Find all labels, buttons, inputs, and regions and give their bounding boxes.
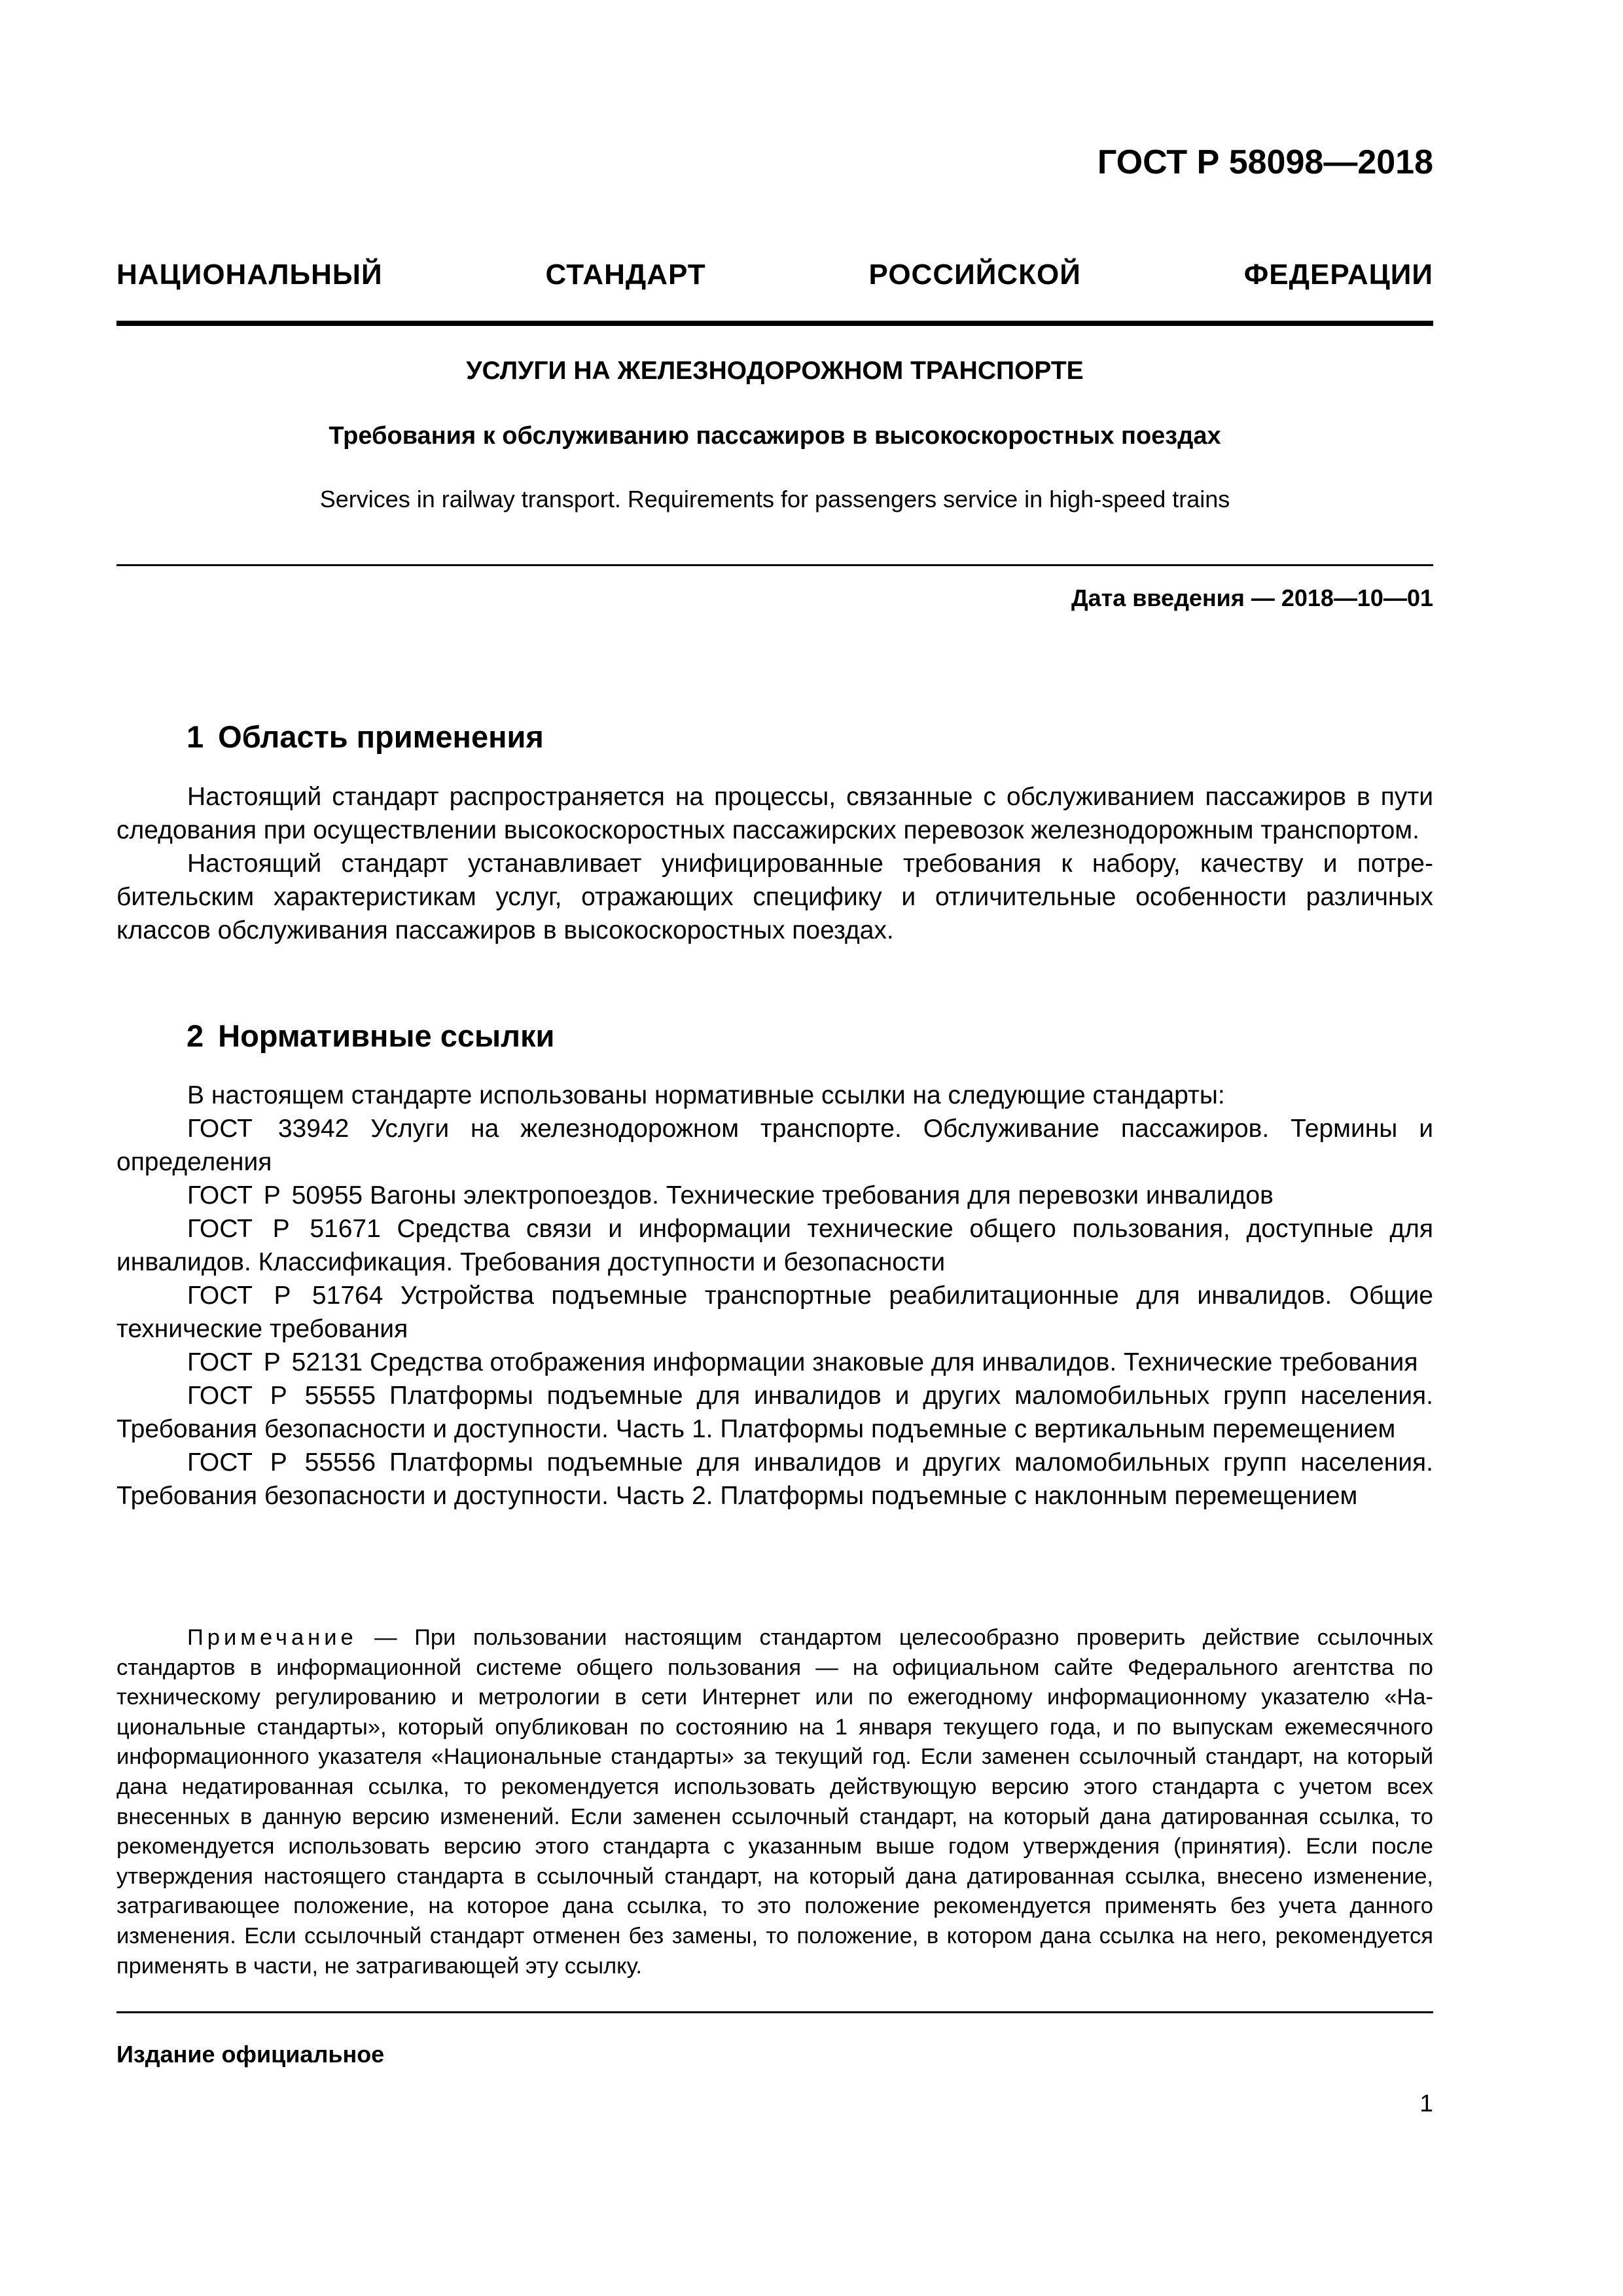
reference-title: Средства отображения информации знаковые для инвалидов. Технические требования bbox=[369, 1348, 1418, 1376]
edition-label: Издание официальное bbox=[116, 2041, 385, 2068]
effective-date: Дата введения — 2018—10—01 bbox=[1071, 584, 1433, 611]
reference-title: Вагоны электропоездов. Технические требования для перевозки инвалидов bbox=[369, 1181, 1274, 1210]
footer-rule bbox=[116, 2011, 1433, 2013]
section-number: 2 bbox=[187, 1018, 204, 1053]
paragraph: В настоящем стандарте использованы нормативные ссылки на следующие стандарты: bbox=[187, 1081, 1225, 1109]
reference-title: Услуги на железнодорожном транспорте. Обслуживание пассажиров. Термины и определения bbox=[116, 1115, 1433, 1176]
reference-code: ГОСТ Р 55556 bbox=[187, 1448, 376, 1477]
header-rule bbox=[116, 321, 1433, 326]
reference-code: ГОСТ Р 51671 bbox=[187, 1215, 381, 1243]
section-number: 1 bbox=[187, 719, 204, 754]
document-title: УСЛУГИ НА ЖЕЛЕЗНОДОРОЖНОМ ТРАНСПОРТЕ bbox=[466, 357, 1084, 385]
reference-title: Платформы подъемные для инвалидов и других маломобильных групп населения. Требования безопасности и доступности. Часть 1. Платформы подъемные с вертикальным перемещением bbox=[116, 1382, 1434, 1443]
reference-item bbox=[116, 1179, 1433, 1212]
reference-code: ГОСТ Р 51764 bbox=[187, 1282, 383, 1310]
reference-item bbox=[116, 1446, 1433, 1513]
document-number: ГОСТ Р 58098—2018 bbox=[1097, 143, 1433, 181]
section-1-heading bbox=[187, 719, 544, 755]
page-number: 1 bbox=[1419, 2090, 1433, 2117]
reference-item bbox=[116, 1112, 1433, 1179]
document-title-english: Services in railway transport. Requirements for passengers service in high-speed trains bbox=[319, 486, 1230, 512]
section-title: Область применения bbox=[218, 719, 544, 754]
note-paragraph bbox=[116, 1623, 1433, 1981]
paragraph: Настоящий стандарт устанавливает унифицированные требования к набору, качеству и потребительским характеристикам услуг, отражающих специфику и отличительные особенности различных классов обслуживания пассажиров в высокоскоростных поездах. bbox=[116, 850, 1433, 944]
standard-banner: НАЦИОНАЛЬНЫЙ СТАНДАРТ РОССИЙСКОЙ ФЕДЕРАЦИИ bbox=[116, 259, 1433, 291]
reference-code: ГОСТ Р 52131 bbox=[187, 1348, 363, 1376]
reference-item bbox=[116, 1212, 1433, 1279]
note bbox=[116, 1623, 1433, 1981]
note-label: Примечание bbox=[187, 1625, 357, 1650]
reference-title: Устройства подъемные транспортные реабилитационные для инвалидов. Общие технические требования bbox=[116, 1282, 1433, 1343]
reference-item bbox=[116, 1279, 1433, 1346]
reference-item bbox=[116, 1379, 1433, 1446]
reference-title: Платформы подъемные для инвалидов и других маломобильных групп населения. Требования безопасности и доступности. Часть 2. Платформы подъемные с наклонным перемещением bbox=[116, 1448, 1434, 1510]
reference-code: ГОСТ 33942 bbox=[187, 1115, 349, 1143]
reference-title: Средства связи и информации технические общего пользования, доступные для инвалидов. Классификация. Требования доступности и безопасности bbox=[116, 1215, 1433, 1276]
reference-code: ГОСТ Р 50955 bbox=[187, 1181, 363, 1210]
reference-item bbox=[116, 1346, 1433, 1379]
section-1-body bbox=[116, 780, 1433, 947]
section-2-heading bbox=[187, 1018, 554, 1054]
paragraph: Настоящий стандарт распространяется на процессы, связанные с обслуживанием пассажиров в пути следования при осуществлении высокоскоростных пассажирских перевозок железнодорожным транспортом. bbox=[116, 783, 1433, 844]
section-title: Нормативные ссылки bbox=[218, 1018, 555, 1053]
note-text: — При пользовании настоящим стандартом целесообразно проверить действие ссылочных стандартов в информационной системе общего пользования — на официальном сайте Федерального агентства по техническому регулированию и метрологии в сети Интернет или по ежегодному информационному указателю «Национальные стандарты», который опубликован по состоянию на 1 января текущего года, и по выпускам ежемесячного информационного указателя «Национальные стандарты» за текущий год. Если заменен ссылочный стандарт, на который дана недатированная ссылка, то рекомендуется использовать действующую версию этого стандарта с учетом всех внесенных в данную версию изменений. Если заменен ссылочный стандарт, на который дана датированная ссылка, то рекомендуется использовать версию этого стандарта с указанным выше годом утверждения (принятия). Если после утверждения настоящего стандарта в ссылочный стандарт, на который дана датированная ссылка, внесено изменение, затрагивающее положение, на которое дана ссылка, то это положение рекомендуется применять без учета данного изменения. Если ссылочный стандарт отменен без замены, то положение, в котором дана ссылка на него, рекомендуется применять в части, не затрагивающей эту ссылку. bbox=[116, 1625, 1433, 1979]
reference-code: ГОСТ Р 55555 bbox=[187, 1382, 376, 1410]
section-2-body bbox=[116, 1079, 1433, 1513]
document-subtitle: Требования к обслуживанию пассажиров в высокоскоростных поездах bbox=[329, 422, 1221, 450]
title-rule bbox=[116, 564, 1433, 566]
